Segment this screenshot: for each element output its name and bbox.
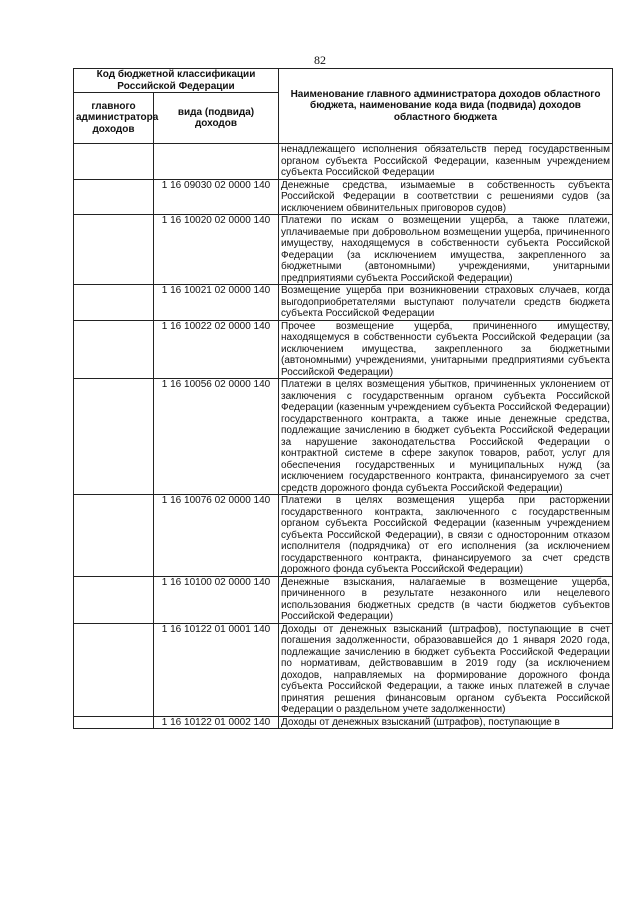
admin-cell bbox=[74, 379, 154, 495]
table-row bbox=[74, 495, 613, 577]
admin-cell bbox=[74, 716, 154, 729]
admin-cell bbox=[74, 144, 154, 180]
code-cell: 1 16 09030 02 0000 140 bbox=[154, 179, 279, 215]
code-cell: 1 16 10022 02 0000 140 bbox=[154, 320, 279, 379]
admin-cell bbox=[74, 623, 154, 716]
desc-cell: ненадлежащего исполнения обязательств перед государственным органом субъекта Российской Федерации, казенным учреждением субъекта Российской Федерации bbox=[279, 144, 613, 180]
code-cell: 1 16 10056 02 0000 140 bbox=[154, 379, 279, 495]
header-name: Наименование главного администратора доходов областного бюджета, наименование кода вида (подвида) доходов областного бюджета bbox=[279, 69, 613, 144]
table-row bbox=[74, 144, 613, 180]
desc-cell: Денежные средства, изымаемые в собственность субъекта Российской Федерации в соответствии с решениями судов (за исключением обвинительных приговоров судов) bbox=[279, 179, 613, 215]
code-cell: 1 16 10122 01 0001 140 bbox=[154, 623, 279, 716]
page-number: 82 bbox=[314, 53, 326, 67]
table-row bbox=[74, 215, 613, 285]
admin-cell bbox=[74, 215, 154, 285]
desc-cell: Возмещение ущерба при возникновении страховых случаев, когда выгодоприобретателями выступают получатели средств бюджета субъекта Российской Федерации bbox=[279, 285, 613, 321]
table-row bbox=[74, 379, 613, 495]
admin-cell bbox=[74, 320, 154, 379]
code-cell: 1 16 10100 02 0000 140 bbox=[154, 576, 279, 623]
desc-cell: Платежи в целях возмещения ущерба при расторжении государственного контракта, заключенного с государственным органом субъекта Российской Федерации (казенным учреждением субъекта Российской Федерации), в связи с односторонним отказом исполнителя (подрядчика) от его исполнения (за исключением государственного контракта, финансируемого за счет средств дорожного фонда субъекта Российской Федерации) bbox=[279, 495, 613, 577]
header-code: вида (подвида) доходов bbox=[154, 93, 279, 144]
admin-cell bbox=[74, 576, 154, 623]
table-row bbox=[74, 285, 613, 321]
admin-cell bbox=[74, 179, 154, 215]
table-row bbox=[74, 623, 613, 716]
desc-cell: Платежи в целях возмещения убытков, причиненных уклонением от заключения с государственным органом субъекта Российской Федерации (казенным учреждением субъекта Российской Федерации) государственного контракта, а также иные денежные средства, подлежащие зачислению в бюджет субъекта Российской Федерации за нарушение законодательства Российской Федерации о контрактной системе в сфере закупок товаров, работ, услуг для обеспечения государственных и муниципальных нужд (за исключением государственного контракта, финансируемого за счет средств дорожного фонда субъекта Российской Федерации) bbox=[279, 379, 613, 495]
table-row bbox=[74, 716, 613, 729]
desc-cell: Доходы от денежных взысканий (штрафов), поступающие в bbox=[279, 716, 613, 729]
desc-cell: Прочее возмещение ущерба, причиненного имуществу, находящемуся в собственности субъекта Российской Федерации (за исключением имущества, закрепленного за бюджетными (автономными) учреждениями, унитарными предприятиями субъекта Российской Федерации) bbox=[279, 320, 613, 379]
desc-cell: Денежные взыскания, налагаемые в возмещение ущерба, причиненного в результате незаконного или нецелевого использования бюджетных средств (в части бюджетов субъектов Российской Федерации) bbox=[279, 576, 613, 623]
desc-cell: Доходы от денежных взысканий (штрафов), поступающие в счет погашения задолженности, образовавшейся до 1 января 2020 года, подлежащие зачислению в бюджет субъекта Российской Федерации по нормативам, действовавшим в 2019 году (за исключением доходов, направляемых на формирование дорожного фонда субъекта Российской Федерации, а также иных платежей в случае принятия решения финансовым органом субъекта Российской Федерации о раздельном учете задолженности) bbox=[279, 623, 613, 716]
table-row bbox=[74, 179, 613, 215]
code-cell: 1 16 10021 02 0000 140 bbox=[154, 285, 279, 321]
code-cell: 1 16 10076 02 0000 140 bbox=[154, 495, 279, 577]
header-code-group: Код бюджетной классификации Российской Федерации bbox=[74, 69, 279, 93]
budget-classification-table bbox=[73, 68, 613, 729]
code-cell bbox=[154, 144, 279, 180]
header-admin: главного администратора доходов bbox=[74, 93, 154, 144]
table-row bbox=[74, 576, 613, 623]
desc-cell: Платежи по искам о возмещении ущерба, а также платежи, уплачиваемые при добровольном возмещении ущерба, причиненного имуществу, находящемуся в собственности субъекта Российской Федерации (за исключением имущества, закрепленного за бюджетными (автономными) учреждениями, унитарными предприятиями субъекта Российской Федерации) bbox=[279, 215, 613, 285]
admin-cell bbox=[74, 285, 154, 321]
code-cell: 1 16 10122 01 0002 140 bbox=[154, 716, 279, 729]
code-cell: 1 16 10020 02 0000 140 bbox=[154, 215, 279, 285]
admin-cell bbox=[74, 495, 154, 577]
table-row bbox=[74, 320, 613, 379]
